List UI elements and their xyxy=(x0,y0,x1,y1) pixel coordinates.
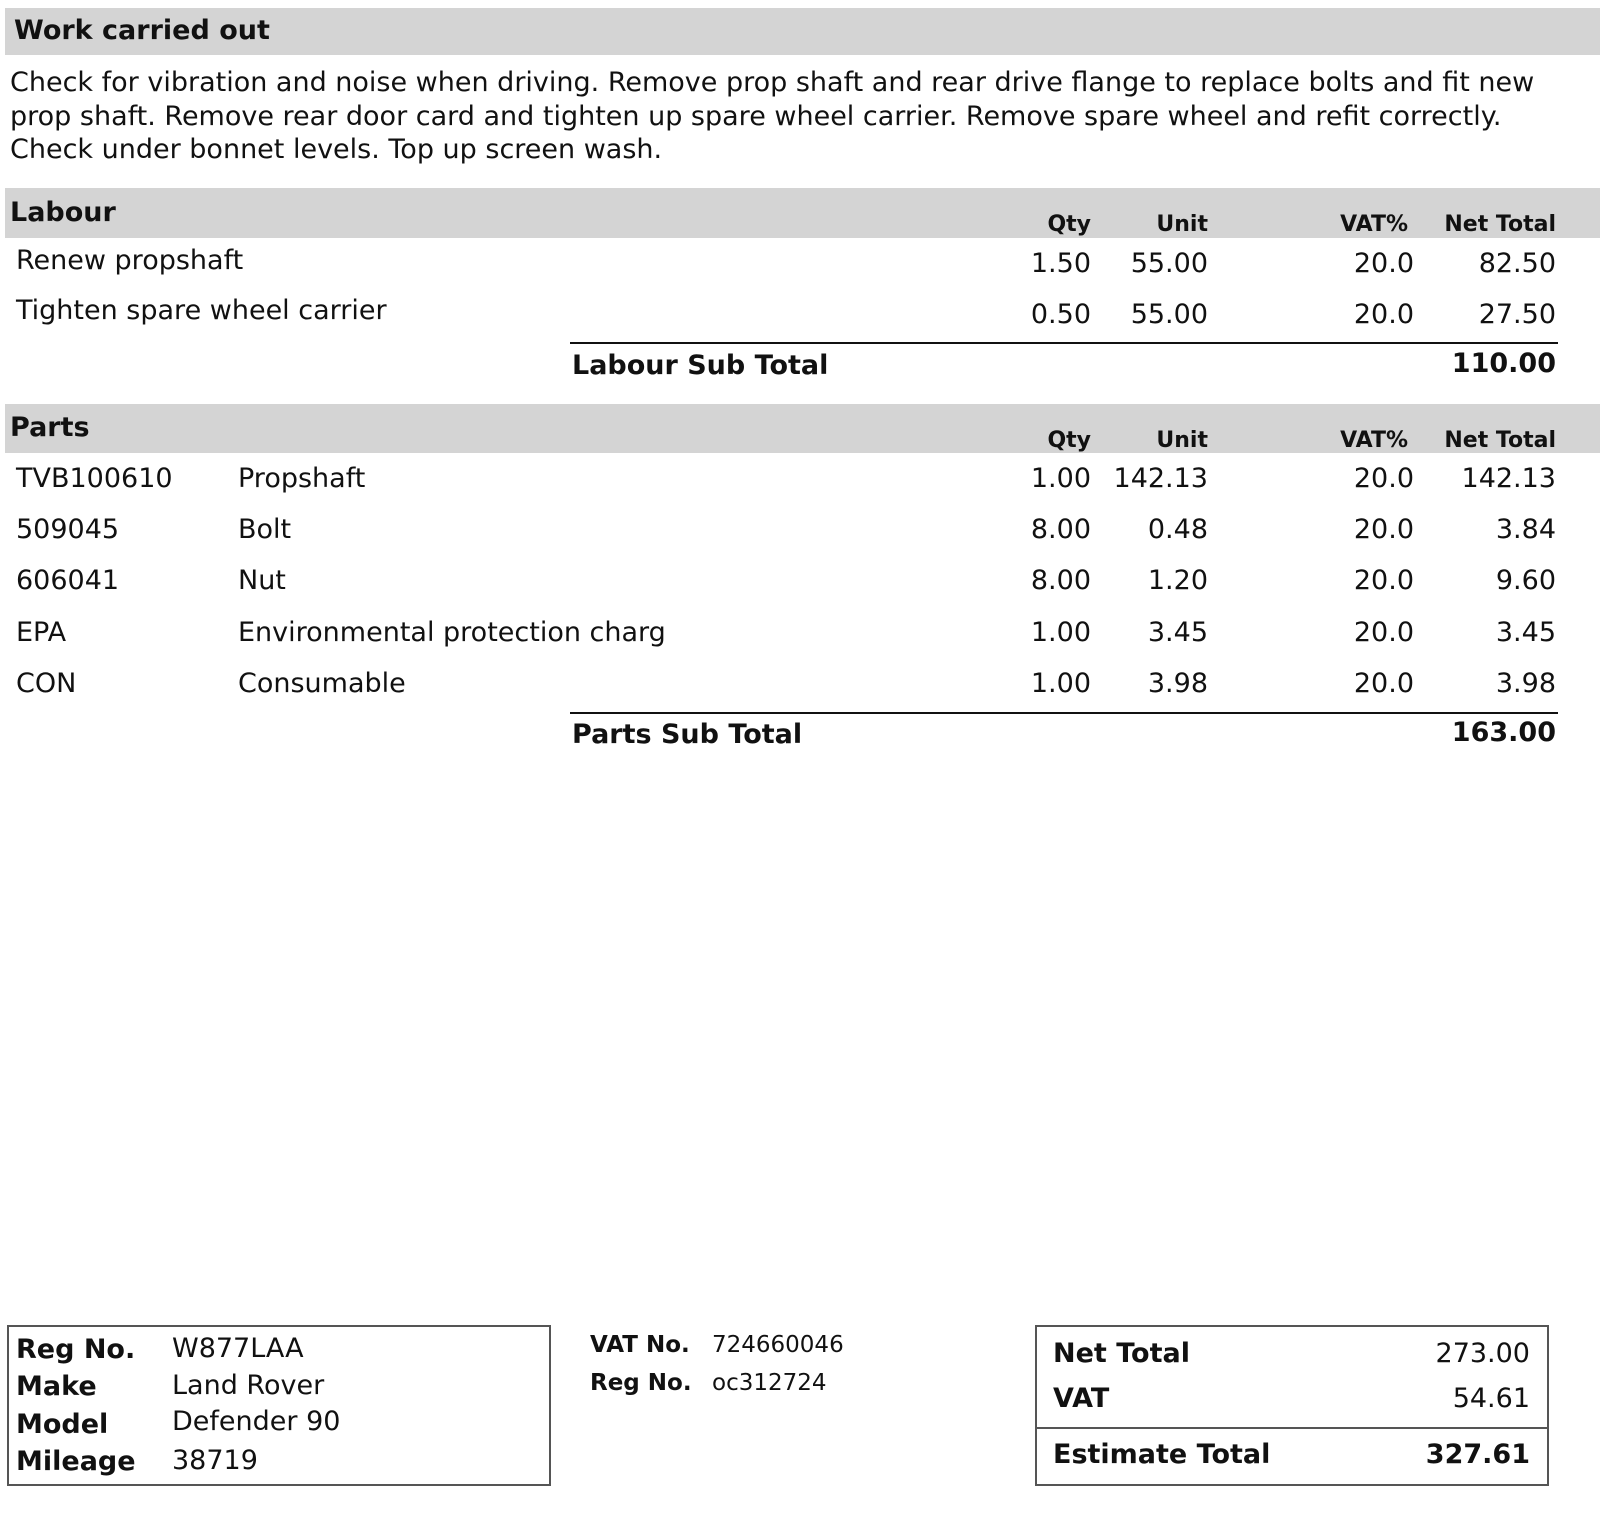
parts-title: Parts xyxy=(10,412,90,443)
parts-row-qty: 1.00 xyxy=(1030,463,1091,494)
parts-row-desc: Environmental protection charg xyxy=(238,617,666,648)
company-vat-value: 724660046 xyxy=(712,1332,844,1358)
parts-row-net: 142.13 xyxy=(1461,463,1556,494)
vehicle-mileage-value: 38719 xyxy=(172,1445,258,1476)
vehicle-make-value: Land Rover xyxy=(172,1370,325,1401)
labour-row-net: 27.50 xyxy=(1478,299,1556,330)
parts-row-unit: 0.48 xyxy=(1147,514,1208,545)
parts-row-net: 3.84 xyxy=(1495,514,1556,545)
labour-row-qty: 1.50 xyxy=(1030,248,1091,279)
labour-col-vat: VAT% xyxy=(1340,212,1408,237)
totals-vat-label: VAT xyxy=(1053,1383,1110,1414)
totals-estimate-value: 327.61 xyxy=(1425,1439,1530,1470)
parts-row-desc: Nut xyxy=(238,565,286,596)
totals-net-label: Net Total xyxy=(1053,1338,1190,1369)
labour-row-desc: Tighten spare wheel carrier xyxy=(16,295,387,326)
parts-row-net: 9.60 xyxy=(1495,565,1556,596)
parts-row-net: 3.45 xyxy=(1495,617,1556,648)
parts-row-net: 3.98 xyxy=(1495,668,1556,699)
labour-col-qty: Qty xyxy=(1047,212,1091,237)
parts-row-unit: 3.98 xyxy=(1147,668,1208,699)
parts-row-code: 606041 xyxy=(16,565,120,596)
parts-row-code: CON xyxy=(16,668,77,699)
parts-col-qty: Qty xyxy=(1047,428,1091,453)
labour-row-unit: 55.00 xyxy=(1130,299,1208,330)
labour-row-net: 82.50 xyxy=(1478,248,1556,279)
work-title: Work carried out xyxy=(14,15,270,46)
totals-divider xyxy=(1035,1427,1549,1429)
company-vat-label: VAT No. xyxy=(590,1332,690,1358)
parts-row-vat: 20.0 xyxy=(1353,668,1414,699)
company-reg-label: Reg No. xyxy=(590,1370,692,1396)
labour-subtotal-label: Labour Sub Total xyxy=(572,350,829,381)
parts-subtotal-value: 163.00 xyxy=(1451,717,1556,748)
parts-row-qty: 1.00 xyxy=(1030,668,1091,699)
parts-row-unit: 3.45 xyxy=(1147,617,1208,648)
labour-row-desc: Renew propshaft xyxy=(16,245,244,276)
labour-row-vat: 20.0 xyxy=(1353,299,1414,330)
parts-row-qty: 8.00 xyxy=(1030,514,1091,545)
totals-vat-value: 54.61 xyxy=(1452,1383,1530,1414)
parts-row-code: EPA xyxy=(16,617,67,648)
parts-row-qty: 1.00 xyxy=(1030,617,1091,648)
parts-row-qty: 8.00 xyxy=(1030,565,1091,596)
parts-subtotal-label: Parts Sub Total xyxy=(572,719,803,750)
vehicle-model-label: Model xyxy=(16,1409,109,1440)
work-description: Check for vibration and noise when driving. Remove prop shaft and rear drive flange to replace bolts and fit new prop shaft. Remove rear door card and tighten up spare wheel carrier. Remove spare wheel and refit correctly. Check under bonnet levels. Top up screen wash. xyxy=(10,67,1535,165)
vehicle-reg-label: Reg No. xyxy=(16,1334,136,1365)
vehicle-reg-value: W877LAA xyxy=(172,1333,304,1364)
vehicle-model-value: Defender 90 xyxy=(172,1406,341,1437)
parts-col-unit: Unit xyxy=(1156,428,1208,453)
parts-col-vat: VAT% xyxy=(1340,428,1408,453)
labour-subtotal-value: 110.00 xyxy=(1451,348,1556,379)
labour-row-vat: 20.0 xyxy=(1353,248,1414,279)
labour-col-unit: Unit xyxy=(1156,212,1208,237)
labour-row-qty: 0.50 xyxy=(1030,299,1091,330)
parts-row-code: 509045 xyxy=(16,514,120,545)
labour-subtotal-rule xyxy=(570,342,1558,344)
vehicle-make-label: Make xyxy=(16,1371,97,1402)
parts-row-desc: Bolt xyxy=(238,514,292,545)
labour-row-unit: 55.00 xyxy=(1130,248,1208,279)
parts-row-vat: 20.0 xyxy=(1353,514,1414,545)
parts-row-desc: Propshaft xyxy=(238,463,366,494)
parts-row-unit: 1.20 xyxy=(1147,565,1208,596)
parts-row-vat: 20.0 xyxy=(1353,463,1414,494)
company-reg-value: oc312724 xyxy=(712,1370,827,1396)
parts-row-code: TVB100610 xyxy=(16,463,173,494)
totals-net-value: 273.00 xyxy=(1435,1338,1530,1369)
vehicle-mileage-label: Mileage xyxy=(16,1446,136,1477)
totals-estimate-label: Estimate Total xyxy=(1053,1439,1271,1470)
parts-subtotal-rule xyxy=(570,712,1558,714)
parts-row-vat: 20.0 xyxy=(1353,565,1414,596)
parts-row-vat: 20.0 xyxy=(1353,617,1414,648)
parts-col-net: Net Total xyxy=(1444,428,1556,453)
parts-row-desc: Consumable xyxy=(238,668,406,699)
labour-col-net: Net Total xyxy=(1444,212,1556,237)
parts-row-unit: 142.13 xyxy=(1113,463,1208,494)
labour-title: Labour xyxy=(10,197,116,228)
